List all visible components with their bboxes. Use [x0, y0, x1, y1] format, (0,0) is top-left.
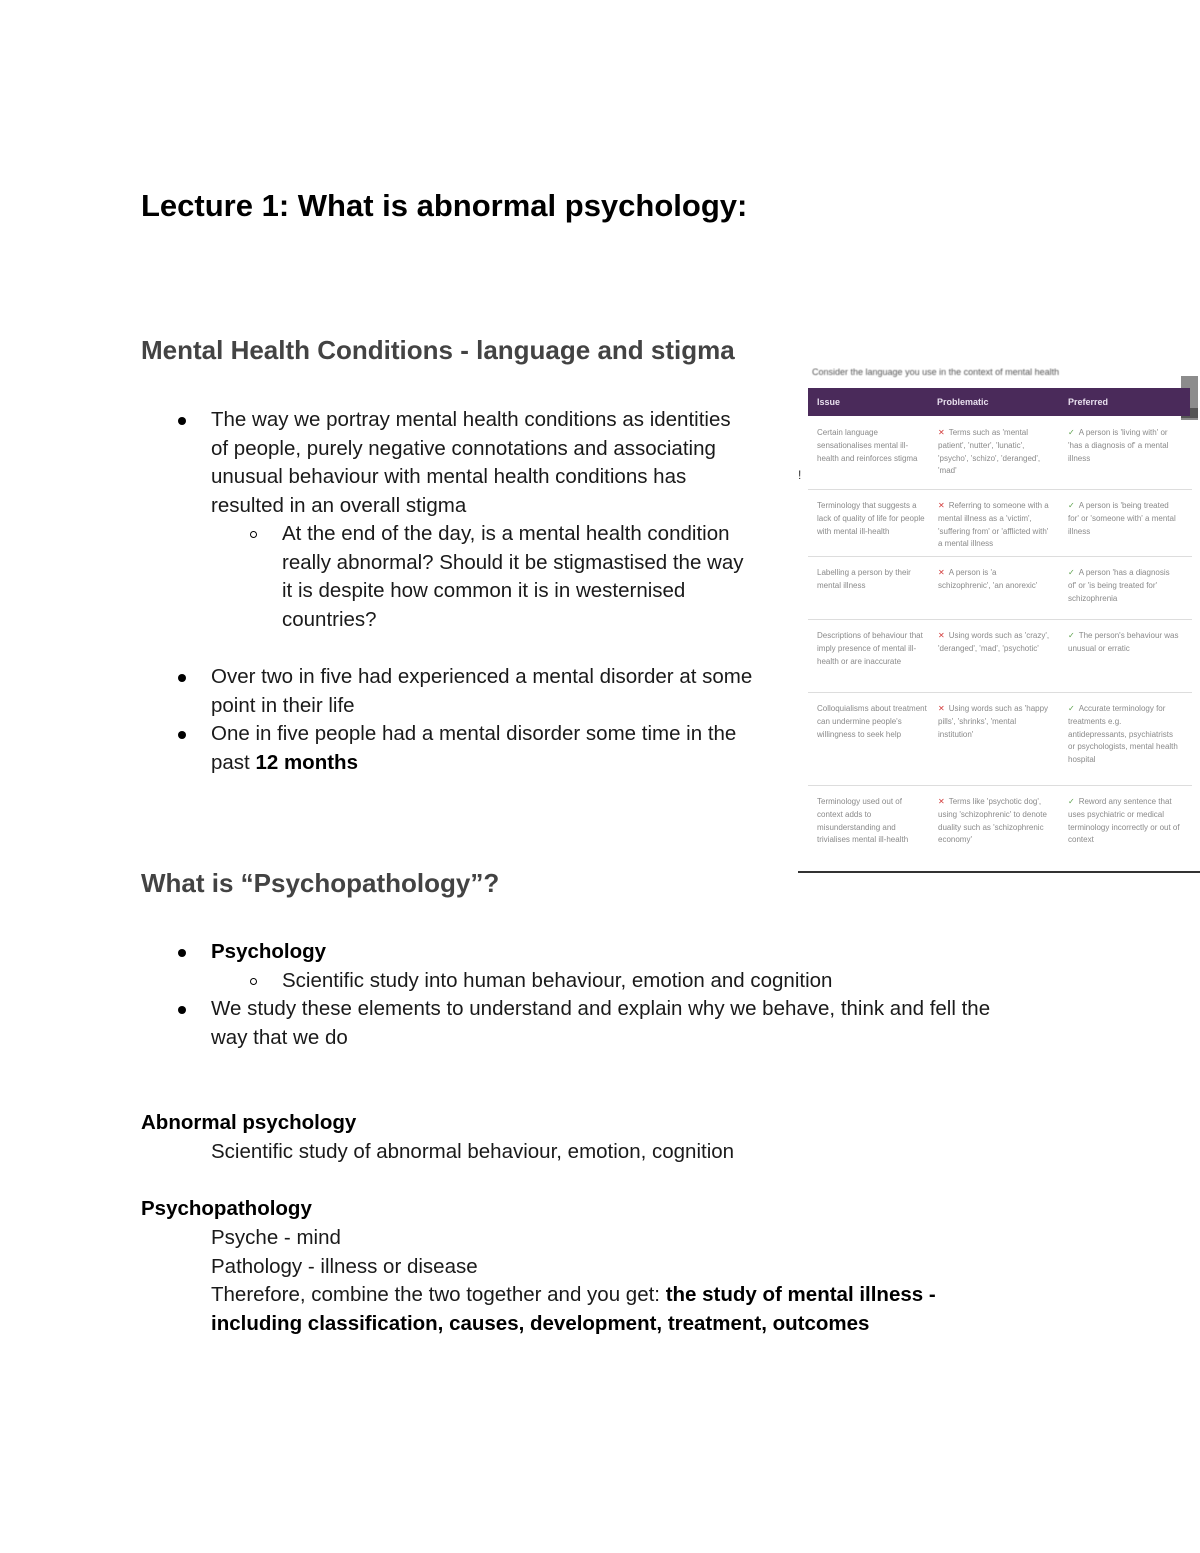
text-line: unusual behaviour with mental health conditions has [211, 465, 687, 488]
text-span: Therefore, combine the two together and you get: [211, 1283, 666, 1306]
psychopathology-term: Psychopathology [141, 1197, 312, 1220]
text-line [211, 1281, 936, 1310]
cell-problematic [938, 796, 1050, 847]
cell-issue: Terminology that suggests a lack of quality of life for people with mental ill-health [817, 501, 925, 536]
page-title: Lecture 1: What is abnormal psychology: [141, 188, 748, 223]
cell-preferred [1068, 427, 1180, 465]
cell-text: Terms such as 'mental patient', 'nutter', 'lunatic', 'psycho', 'schizo', 'deranged', 'mad' [938, 428, 1041, 476]
cell-problematic [938, 567, 1050, 593]
table-row [808, 620, 1192, 693]
cell-text: A person is 'being treated for' or 'someone with' a mental illness [1068, 501, 1176, 536]
check-icon: ✓ [1068, 631, 1075, 640]
check-icon: ✓ [1068, 568, 1075, 577]
cell-text: Referring to someone with a mental illness as a 'victim', 'suffering from' or 'afflicted with' a mental illness [938, 501, 1049, 549]
text-line: resulted in an overall stigma [211, 493, 467, 517]
check-icon: ✓ [1068, 704, 1075, 713]
cell-problematic [938, 427, 1050, 478]
cross-icon: ✕ [938, 797, 945, 806]
header-problematic: Problematic [937, 397, 989, 407]
cell-issue: Descriptions of behaviour that imply presence of mental ill-health or are inaccurate [817, 631, 923, 666]
bullet-dot [178, 731, 186, 739]
cell-preferred [1068, 703, 1180, 767]
cell-text: A person 'has a diagnosis of' or 'is being treated for' schizophrenia [1068, 568, 1170, 603]
section-heading-language-stigma: Mental Health Conditions - language and stigma [141, 335, 735, 365]
check-icon: ✓ [1068, 501, 1075, 510]
cell-issue: Colloquialisms about treatment can undermine people's willingness to seek help [817, 704, 927, 739]
cell-issue: Terminology used out of context adds to misunderstanding and trivialises mental ill-health [817, 797, 909, 845]
cell-problematic [938, 703, 1050, 741]
text-line: it is despite how common it is in westernised [282, 579, 686, 602]
cell-preferred [1068, 796, 1180, 847]
table-row [808, 693, 1192, 786]
header-preferred: Preferred [1068, 397, 1109, 407]
text-line: We study these elements to understand and explain why we behave, think and fell the [211, 997, 991, 1020]
bold-definition-continued: including classification, causes, development, treatment, outcomes [211, 1311, 870, 1335]
table-row [808, 417, 1192, 490]
header-issue: Issue [817, 397, 841, 407]
sub-bullet-ring [250, 531, 257, 538]
cell-text: A person is 'a schizophrenic', 'an anorexic' [938, 568, 1038, 590]
cell-preferred [1068, 567, 1180, 605]
cross-icon: ✕ [938, 568, 945, 577]
text-line: really abnormal? Should it be stigmastised the way [282, 550, 744, 574]
cross-icon: ✕ [938, 704, 945, 713]
table-caption: Consider the language you use in the context of mental health [812, 368, 1060, 377]
bullet-dot [178, 1006, 186, 1014]
text-line: Over two in five had experienced a mental disorder at some [211, 665, 753, 688]
check-icon: ✓ [1068, 428, 1075, 437]
text-line: of people, purely negative connotations and associating [211, 436, 716, 460]
cell-text: Accurate terminology for treatments e.g. antidepressants, psychiatrists or psychologists, mental health hospital [1068, 704, 1178, 765]
text-line: way that we do [211, 1025, 348, 1049]
text-line: point in their life [211, 693, 355, 717]
abnormal-psychology-term: Abnormal psychology [141, 1111, 357, 1134]
cell-text: The person's behaviour was unusual or erratic [1068, 631, 1179, 653]
cell-preferred [1068, 500, 1180, 538]
stray-mark: ! [798, 468, 802, 482]
cross-icon: ✕ [938, 428, 945, 437]
abnormal-psychology-definition: Scientific study of abnormal behaviour, emotion, cognition [211, 1140, 735, 1163]
text-span: past [211, 750, 256, 774]
table-header-row [808, 388, 1190, 416]
text-line: At the end of the day, is a mental health condition [282, 522, 730, 545]
cell-text: Terms like 'psychotic dog', using 'schizophrenic' to denote duality such as 'schizophrenic economy' [938, 797, 1047, 845]
bold-12-months: 12 months [255, 750, 358, 774]
cell-issue: Certain language sensationalises mental ill-health and reinforces stigma [817, 428, 918, 463]
language-table-image [806, 368, 1198, 864]
bullet-dot [178, 949, 186, 957]
cell-text: Using words such as 'happy pills', 'shrinks', 'mental institution' [938, 704, 1049, 739]
image-bottom-rule [798, 871, 1200, 873]
cell-text: A person is 'living with' or 'has a diagnosis of' a mental illness [1068, 428, 1169, 463]
text-line: Scientific study into human behaviour, emotion and cognition [282, 969, 833, 992]
text-line [211, 749, 358, 778]
psychology-term: Psychology [211, 940, 327, 963]
check-icon: ✓ [1068, 797, 1075, 806]
cell-text: Reword any sentence that uses psychiatric or medical terminology incorrectly or out of context [1068, 797, 1180, 845]
bullet-dot [178, 417, 186, 425]
table-row [808, 490, 1192, 557]
table-row [808, 557, 1192, 620]
table-row [808, 786, 1192, 858]
cell-problematic [938, 630, 1050, 656]
cell-issue: Labelling a person by their mental illness [817, 568, 911, 590]
text-line: The way we portray mental health conditions as identities [211, 408, 731, 431]
cross-icon: ✕ [938, 631, 945, 640]
text-line: countries? [282, 607, 377, 631]
text-line: Psyche - mind [211, 1226, 341, 1249]
cell-text: Using words such as 'crazy', 'deranged', 'mad', 'psychotic' [938, 631, 1050, 653]
bullet-dot [178, 674, 186, 682]
section-heading-psychopathology: What is “Psychopathology”? [141, 868, 500, 898]
text-line: One in five people had a mental disorder some time in the [211, 722, 737, 745]
bold-definition: the study of mental illness - [665, 1283, 936, 1306]
cross-icon: ✕ [938, 501, 945, 510]
cell-preferred [1068, 630, 1180, 656]
sub-bullet-ring [250, 978, 257, 985]
text-line: Pathology - illness or disease [211, 1254, 478, 1278]
cell-problematic [938, 500, 1050, 551]
